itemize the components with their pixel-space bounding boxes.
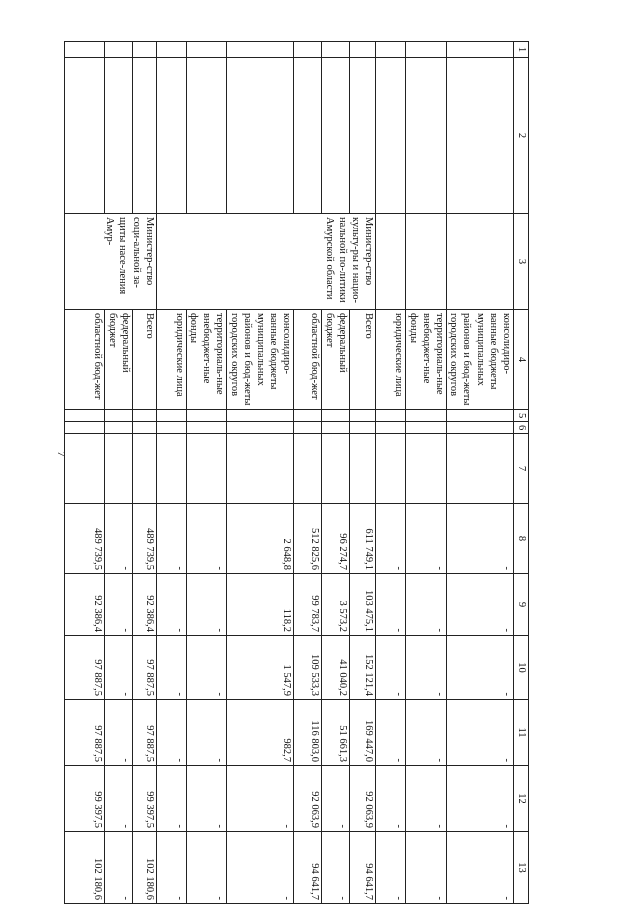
cell-value-13: 102 180,6 (132, 832, 156, 904)
cell-value-12: - (406, 766, 447, 832)
cell-value-11: 97 887,5 (132, 700, 156, 766)
cell-value-8: 489 739,5 (64, 504, 104, 574)
cell-value-13: - (104, 832, 132, 904)
cell-col-1 (350, 42, 376, 58)
cell-value-7 (104, 434, 132, 504)
cell-col-6 (227, 422, 294, 434)
cell-value-12: 92 063,9 (350, 766, 376, 832)
cell-col-1 (186, 42, 227, 58)
cell-value-9: - (186, 574, 227, 636)
col-header-5: 5 (514, 410, 529, 422)
cell-col-1 (156, 42, 186, 58)
cell-col-6 (322, 422, 350, 434)
page-number: 7 (54, 451, 67, 457)
cell-col-1 (446, 42, 513, 58)
cell-value-13: 102 180,6 (64, 832, 104, 904)
cell-value-11: 51 661,3 (322, 700, 350, 766)
cell-col-1 (322, 42, 350, 58)
cell-value-13: - (227, 832, 294, 904)
cell-value-11: - (446, 700, 513, 766)
cell-value-13: - (322, 832, 350, 904)
cell-col-5 (406, 410, 447, 422)
cell-value-8: - (156, 504, 186, 574)
cell-col-2 (64, 58, 104, 214)
cell-col-1 (132, 42, 156, 58)
cell-value-9: 92 386,4 (64, 574, 104, 636)
cell-value-10: - (446, 636, 513, 700)
cell-col-6 (186, 422, 227, 434)
cell-value-12: - (104, 766, 132, 832)
col-header-1: 1 (514, 42, 529, 58)
cell-value-11: 982,7 (227, 700, 294, 766)
cell-value-8: 611 749,1 (350, 504, 376, 574)
cell-col-5 (294, 410, 322, 422)
table-row (227, 42, 294, 904)
cell-value-7 (64, 434, 104, 504)
cell-executor: Министер-ство соци-альной за-щиты насе-ления Амур- (64, 214, 156, 310)
cell-col-6 (64, 422, 104, 434)
table-row (132, 42, 156, 904)
cell-value-8: 512 825,6 (294, 504, 322, 574)
cell-value-13: - (376, 832, 406, 904)
cell-value-10: 41 040,2 (322, 636, 350, 700)
cell-value-9: - (156, 574, 186, 636)
cell-col-2 (132, 58, 156, 214)
cell-col-2 (156, 58, 186, 214)
table-row (446, 42, 513, 904)
col-header-10: 10 (514, 636, 529, 700)
cell-value-10: - (186, 636, 227, 700)
col-header-6: 6 (514, 422, 529, 434)
cell-value-7 (322, 434, 350, 504)
cell-value-13: 94 641,7 (350, 832, 376, 904)
cell-value-7 (350, 434, 376, 504)
cell-col-1 (64, 42, 104, 58)
table-row (376, 42, 406, 904)
cell-col-2 (294, 58, 322, 214)
cell-source: федеральный бюджет (104, 310, 132, 410)
cell-value-8: 2 648,8 (227, 504, 294, 574)
cell-value-11: - (406, 700, 447, 766)
cell-col-5 (322, 410, 350, 422)
cell-value-12: - (376, 766, 406, 832)
cell-value-13: - (406, 832, 447, 904)
cell-value-12: 92 063,9 (294, 766, 322, 832)
cell-value-10: - (406, 636, 447, 700)
cell-value-11: - (186, 700, 227, 766)
cell-col-6 (406, 422, 447, 434)
cell-value-11: 97 887,5 (64, 700, 104, 766)
cell-value-10: - (376, 636, 406, 700)
cell-col-2 (186, 58, 227, 214)
cell-value-7 (446, 434, 513, 504)
col-header-3: 3 (514, 214, 529, 310)
cell-source: территориаль-ные внебюджет-ные фонды (186, 310, 227, 410)
cell-source: областной бюд-жет (64, 310, 104, 410)
cell-value-13: - (186, 832, 227, 904)
cell-value-12: - (156, 766, 186, 832)
cell-col-2 (406, 58, 447, 214)
cell-col-2 (322, 58, 350, 214)
cell-value-11: - (104, 700, 132, 766)
col-header-13: 13 (514, 832, 529, 904)
col-header-7: 7 (514, 434, 529, 504)
cell-value-9: - (104, 574, 132, 636)
cell-value-7 (186, 434, 227, 504)
header-row (514, 42, 529, 904)
cell-value-7 (132, 434, 156, 504)
table-row (294, 42, 322, 904)
cell-col-6 (376, 422, 406, 434)
table-row (64, 42, 104, 904)
cell-value-7 (227, 434, 294, 504)
cell-executor-empty (406, 214, 447, 310)
cell-value-8: 489 739,5 (132, 504, 156, 574)
cell-value-7 (376, 434, 406, 504)
cell-col-6 (446, 422, 513, 434)
cell-col-5 (132, 410, 156, 422)
cell-col-1 (376, 42, 406, 58)
cell-col-1 (227, 42, 294, 58)
cell-col-2 (227, 58, 294, 214)
cell-value-12: - (186, 766, 227, 832)
cell-executor-empty (446, 214, 513, 310)
cell-value-10: 97 887,5 (132, 636, 156, 700)
cell-col-5 (227, 410, 294, 422)
cell-value-11: - (156, 700, 186, 766)
cell-col-5 (64, 410, 104, 422)
col-header-9: 9 (514, 574, 529, 636)
cell-value-12: - (227, 766, 294, 832)
cell-value-10: - (156, 636, 186, 700)
cell-value-11: 169 447,0 (350, 700, 376, 766)
cell-value-8: - (406, 504, 447, 574)
table-row (186, 42, 227, 904)
cell-col-6 (294, 422, 322, 434)
table-row (406, 42, 447, 904)
cell-source: Всего (350, 310, 376, 410)
col-header-4: 4 (514, 310, 529, 410)
cell-col-1 (294, 42, 322, 58)
cell-col-1 (406, 42, 447, 58)
cell-value-12: - (322, 766, 350, 832)
cell-executor: Министер-ство культу-ры и нацио-нальной по-литики Амурской области (156, 214, 376, 310)
cell-value-9: - (406, 574, 447, 636)
cell-value-10: 109 533,3 (294, 636, 322, 700)
col-header-12: 12 (514, 766, 529, 832)
cell-value-13: - (446, 832, 513, 904)
cell-source: территориаль-ные внебюджет-ные фонды (406, 310, 447, 410)
cell-value-8: - (186, 504, 227, 574)
cell-value-9: - (446, 574, 513, 636)
cell-col-5 (104, 410, 132, 422)
cell-value-12: - (446, 766, 513, 832)
cell-source: юридические лица (376, 310, 406, 410)
cell-col-2 (350, 58, 376, 214)
cell-value-9: 92 386,4 (132, 574, 156, 636)
cell-value-12: 99 397,5 (64, 766, 104, 832)
cell-value-9: - (376, 574, 406, 636)
cell-value-7 (156, 434, 186, 504)
cell-value-13: 94 641,7 (294, 832, 322, 904)
cell-col-6 (350, 422, 376, 434)
cell-value-11: - (376, 700, 406, 766)
table-row (104, 42, 132, 904)
cell-col-1 (104, 42, 132, 58)
cell-value-8: 96 274,7 (322, 504, 350, 574)
cell-value-11: 116 803,0 (294, 700, 322, 766)
cell-value-9: 3 573,2 (322, 574, 350, 636)
budget-table (64, 41, 529, 904)
cell-value-10: - (104, 636, 132, 700)
cell-value-7 (406, 434, 447, 504)
cell-col-2 (376, 58, 406, 214)
cell-value-8: - (376, 504, 406, 574)
cell-col-5 (350, 410, 376, 422)
table-sheet (91, 41, 529, 900)
cell-col-6 (156, 422, 186, 434)
cell-col-6 (104, 422, 132, 434)
cell-value-7 (294, 434, 322, 504)
cell-source: консолидиро-ванные бюджеты муниципальных районов и бюд-жеты городских округов (446, 310, 513, 410)
cell-col-5 (186, 410, 227, 422)
cell-source: областной бюд-жет (294, 310, 322, 410)
cell-col-6 (132, 422, 156, 434)
table-row (322, 42, 350, 904)
cell-col-5 (446, 410, 513, 422)
cell-value-10: 97 887,5 (64, 636, 104, 700)
cell-source: консолидиро-ванные бюджеты муниципальных районов и бюд-жеты городских округов (227, 310, 294, 410)
cell-executor-empty (376, 214, 406, 310)
cell-source: федеральный бюджет (322, 310, 350, 410)
cell-value-10: 1 547,9 (227, 636, 294, 700)
cell-value-12: 99 397,5 (132, 766, 156, 832)
cell-col-2 (104, 58, 132, 214)
cell-value-9: 103 475,1 (350, 574, 376, 636)
col-header-11: 11 (514, 700, 529, 766)
cell-value-9: 99 783,7 (294, 574, 322, 636)
cell-source: Всего (132, 310, 156, 410)
cell-col-5 (376, 410, 406, 422)
cell-value-10: 152 121,4 (350, 636, 376, 700)
table-row (350, 42, 376, 904)
cell-value-9: 118,2 (227, 574, 294, 636)
cell-col-5 (156, 410, 186, 422)
cell-value-8: - (446, 504, 513, 574)
col-header-2: 2 (514, 58, 529, 214)
cell-value-13: - (156, 832, 186, 904)
table-row (156, 42, 186, 904)
cell-source: юридические лица (156, 310, 186, 410)
cell-value-8: - (104, 504, 132, 574)
cell-col-2 (446, 58, 513, 214)
col-header-8: 8 (514, 504, 529, 574)
